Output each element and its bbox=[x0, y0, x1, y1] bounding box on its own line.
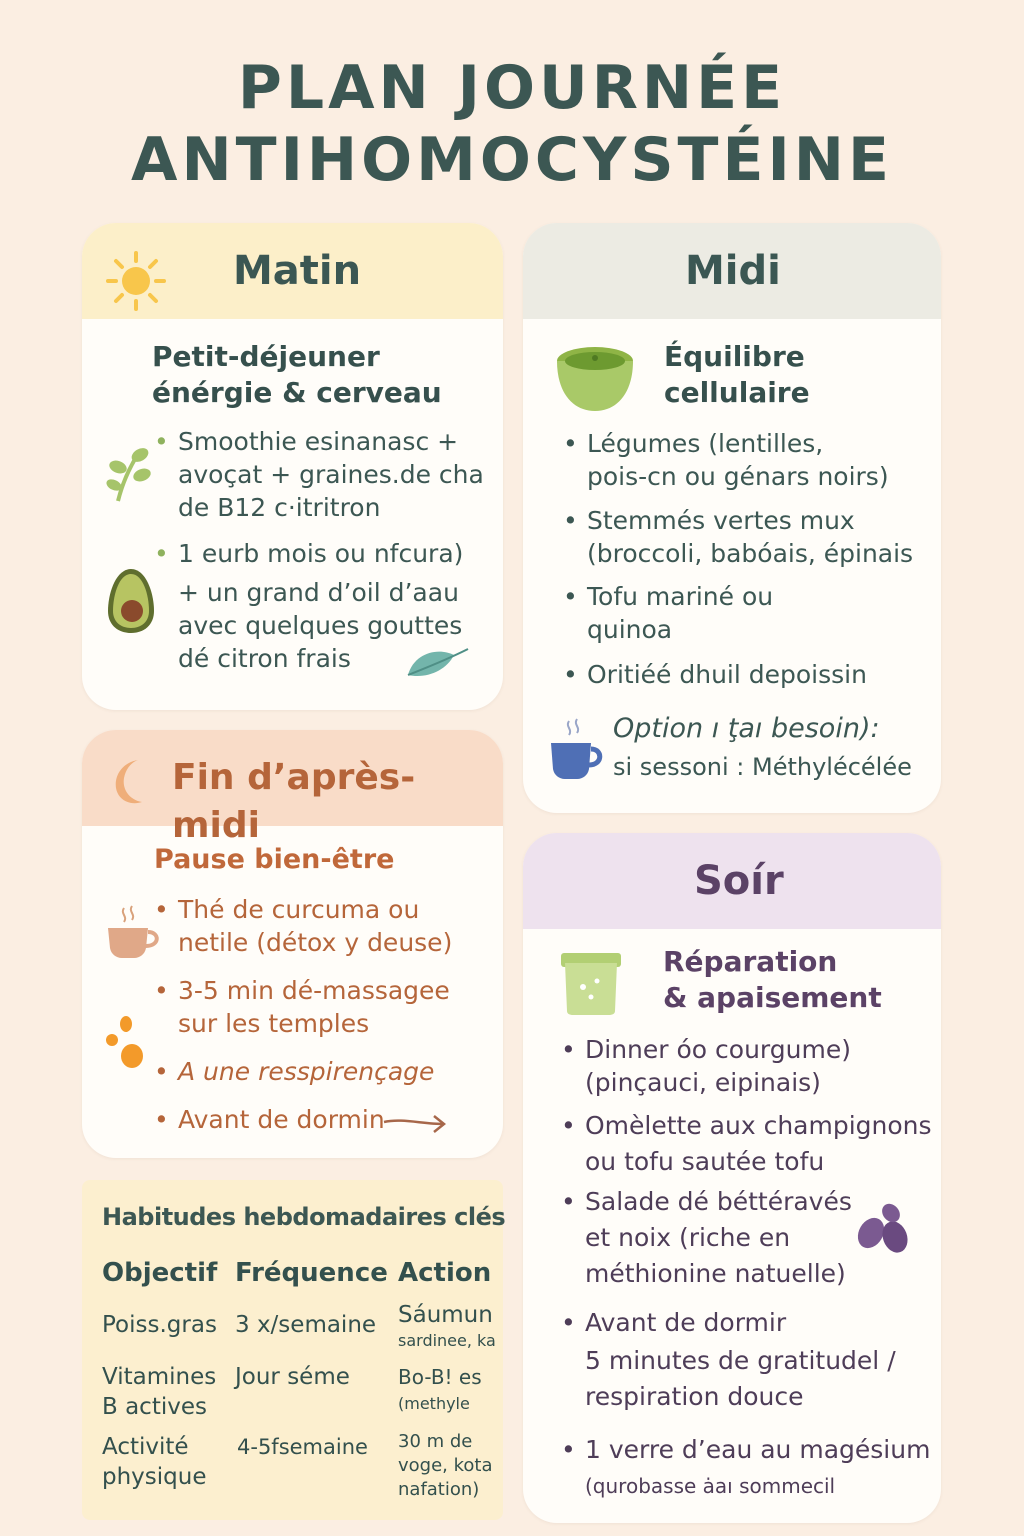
header-objectif: Objectif bbox=[102, 1258, 218, 1288]
soir-item-1: • Dinner óo courgume) (pinçauci, eipinais) bbox=[561, 1035, 851, 1097]
card-soir-header bbox=[523, 833, 941, 929]
row-3-objectif-line-1: Activité bbox=[102, 1434, 189, 1460]
tea-cup-icon bbox=[547, 717, 607, 781]
matin-item-2-line-4: dé citron frais bbox=[178, 644, 351, 673]
soir-item-5-line-2: (qurobasse ȧaı sommecil bbox=[585, 1474, 836, 1498]
midi-item-4: • Oritiéé dhuil depoissin bbox=[563, 660, 867, 689]
soir-item-5-line-1: 1 verre d’eau au magésium bbox=[585, 1435, 931, 1464]
card-matin bbox=[82, 223, 503, 710]
page-title bbox=[0, 52, 1024, 196]
midi-item-3: • Tofu mariné ou quinoa bbox=[563, 582, 774, 644]
row-1-objectif: Poiss.gras bbox=[102, 1312, 217, 1338]
soir-item-4-line-2: 5 minutes de gratitudel / bbox=[585, 1346, 896, 1375]
matin-item-2-line-2: + un grand d’oil d’aau bbox=[178, 578, 459, 607]
fin-item-1-line-1: Thé de curcuma ou bbox=[178, 895, 420, 924]
card-fin-header bbox=[82, 730, 503, 846]
soir-subtitle-line-2: & apaisement bbox=[663, 981, 882, 1014]
row-2-action-line-2: (methyle bbox=[398, 1394, 470, 1413]
soir-item-4-line-3: respiration douce bbox=[585, 1382, 804, 1411]
row-1-action-line-2: sardinee, ka bbox=[398, 1331, 496, 1350]
midi-item-2-line-2: (broccoli, babóais, épinais bbox=[587, 539, 914, 568]
header-frequence: Fréquence bbox=[235, 1258, 388, 1288]
row-2-action-line-1: Bo-B! es bbox=[398, 1365, 482, 1389]
midi-item-2-line-1: Stemmés vertes mux bbox=[587, 506, 855, 535]
fin-item-4-line-1: Avant de dormin bbox=[178, 1105, 385, 1134]
matin-subtitle-line-1: Petit-déjeuner bbox=[152, 340, 380, 373]
card-matin-header bbox=[82, 223, 503, 319]
matin-item-2-line-1: 1 eurb mois ou nfcura) bbox=[178, 539, 464, 568]
soir-item-2: • Omèlette aux champignons ou tofu sautée tofu bbox=[561, 1111, 932, 1176]
header-action: Action bbox=[398, 1258, 492, 1288]
midi-subtitle-line-1: Équilibre bbox=[664, 340, 805, 373]
soir-item-3: • Salade dé béttéravés et noix (riche en méthionine natuelle) bbox=[561, 1187, 852, 1288]
midi-item-2: • Stemmés vertes mux (broccoli, babóais, épinais bbox=[563, 506, 914, 568]
matin-subtitle-line-2: énérgie & cerveau bbox=[152, 376, 442, 409]
matin-title: Matin bbox=[233, 248, 362, 294]
soir-subtitle bbox=[663, 944, 882, 1016]
row-3-action bbox=[398, 1430, 493, 1502]
leaf-sprig-icon bbox=[104, 445, 154, 503]
title-line-1: PLAN JOURNÉE bbox=[237, 53, 787, 123]
midi-item-3-line-1: Tofu mariné ou bbox=[587, 582, 774, 611]
row-2-objectif bbox=[102, 1362, 216, 1422]
midi-item-4-line-1: Oritiéé dhuil depoissin bbox=[587, 660, 867, 689]
soir-item-3-line-1: Salade dé béttéravés bbox=[585, 1187, 852, 1216]
soir-item-2-line-1: Omèlette aux champignons bbox=[585, 1111, 932, 1140]
card-fin-apres-midi bbox=[82, 730, 503, 1158]
habits-table bbox=[82, 1180, 506, 1520]
midi-option bbox=[613, 712, 912, 784]
row-3-action-line-2: voge, kota bbox=[398, 1455, 493, 1476]
card-midi bbox=[523, 223, 941, 813]
fin-item-1-line-2: netile (détox y deuse) bbox=[178, 928, 453, 957]
matin-item-2-line-3: avec quelques gouttes bbox=[178, 611, 463, 640]
midi-subtitle-line-2: cellulaire bbox=[664, 376, 810, 409]
soir-item-3-line-3: méthionine natuelle) bbox=[585, 1259, 846, 1288]
sun-icon bbox=[104, 249, 168, 313]
midi-item-1-line-2: pois-cn ou génars noirs) bbox=[587, 462, 889, 491]
row-2-objectif-line-2: B actives bbox=[102, 1394, 207, 1420]
title-line-2: ANTIHOMOCYSTÉINE bbox=[131, 125, 893, 195]
row-3-action-line-3: nafation) bbox=[398, 1479, 480, 1500]
row-1-action-line-1: Sáumun bbox=[398, 1302, 493, 1328]
midi-title: Midi bbox=[685, 248, 781, 294]
matin-item-1-line-1: Smoothie esinanasc + bbox=[178, 427, 459, 456]
fin-item-2-line-2: sur les temples bbox=[178, 1009, 370, 1038]
fin-item-2: • 3-5 min dé-massagee sur les temples bbox=[154, 976, 450, 1038]
midi-option-line-1: Option ı ţaı besoin): bbox=[613, 713, 880, 744]
moon-icon bbox=[108, 756, 158, 806]
row-2-objectif-line-1: Vitamines bbox=[102, 1364, 217, 1390]
matin-item-2: • 1 eurb mois ou nfcura) + un grand d’oil d’aau avec quelques gouttes dé citron frais bbox=[154, 539, 464, 673]
jar-icon bbox=[557, 951, 625, 1017]
avocado-icon bbox=[104, 567, 158, 635]
row-2-frequence: Jour séme bbox=[235, 1364, 350, 1390]
row-1-action bbox=[398, 1300, 496, 1352]
matin-subtitle bbox=[152, 339, 442, 411]
fin-subtitle: Pause bien-être bbox=[154, 844, 395, 875]
soir-item-4-line-1: Avant de dormir bbox=[585, 1308, 787, 1337]
fin-item-1: • Thé de curcuma ou netile (détox y deuse) bbox=[154, 895, 453, 957]
leaf-icon bbox=[404, 645, 470, 681]
row-3-action-line-1: 30 m de bbox=[398, 1431, 473, 1452]
row-1-frequence: 3 x/semaine bbox=[235, 1312, 377, 1338]
matin-item-1-line-3: de B12 c·itritron bbox=[178, 493, 381, 522]
soir-item-3-line-2: et noix (riche en bbox=[585, 1223, 791, 1252]
green-bowl-icon bbox=[553, 343, 637, 415]
soir-item-5: • 1 verre d’eau au magésium (qurobasse ȧaı sommecil bbox=[585, 1433, 930, 1503]
arrow-icon bbox=[382, 1112, 448, 1136]
beans-icon bbox=[849, 1203, 915, 1263]
midi-subtitle bbox=[664, 339, 810, 411]
soir-item-1-line-2: (pinçauci, eipinais) bbox=[585, 1068, 821, 1097]
fin-item-4: • Avant de dormin bbox=[154, 1105, 385, 1134]
orange-drops-icon bbox=[104, 1014, 150, 1070]
soir-item-2-line-2: ou tofu sautée tofu bbox=[585, 1147, 825, 1176]
midi-item-1: • Légumes (lentilles, pois-cn ou génars noirs) bbox=[563, 429, 889, 491]
habits-title: Habitudes hebdomadaires clés bbox=[102, 1203, 506, 1231]
card-soir bbox=[523, 833, 941, 1523]
midi-item-3-line-2: quinoa bbox=[587, 615, 673, 644]
soir-subtitle-line-1: Réparation bbox=[663, 945, 838, 978]
fin-item-2-line-1: 3-5 min dé-massagee bbox=[178, 976, 450, 1005]
midi-item-1-line-1: Légumes (lentilles, bbox=[587, 429, 824, 458]
fin-item-3-line-1: A une resspirençage bbox=[178, 1057, 435, 1086]
fin-item-3: • A une resspirençage bbox=[154, 1057, 435, 1086]
card-midi-header bbox=[523, 223, 941, 319]
matin-item-1: • Smoothie esinanasc + avoçat + graines.de cha de B12 c·itritron bbox=[154, 427, 484, 522]
row-3-frequence: 4-5fsemaine bbox=[237, 1435, 368, 1459]
soir-title: Soír bbox=[694, 858, 784, 904]
row-2-action bbox=[398, 1362, 482, 1416]
row-3-objectif bbox=[102, 1432, 207, 1492]
fin-title: Fin d’après-midi bbox=[172, 757, 416, 846]
soir-item-4: • Avant de dormir 5 minutes de gratitudel / respiration douce bbox=[561, 1308, 896, 1411]
midi-option-line-2: si sessoni : Méthylécélée bbox=[613, 753, 912, 781]
row-3-objectif-line-2: physique bbox=[102, 1464, 207, 1490]
matin-item-1-line-2: avoçat + graines.de cha bbox=[178, 460, 484, 489]
soir-item-1-line-1: Dinner óo courgume) bbox=[585, 1035, 851, 1064]
